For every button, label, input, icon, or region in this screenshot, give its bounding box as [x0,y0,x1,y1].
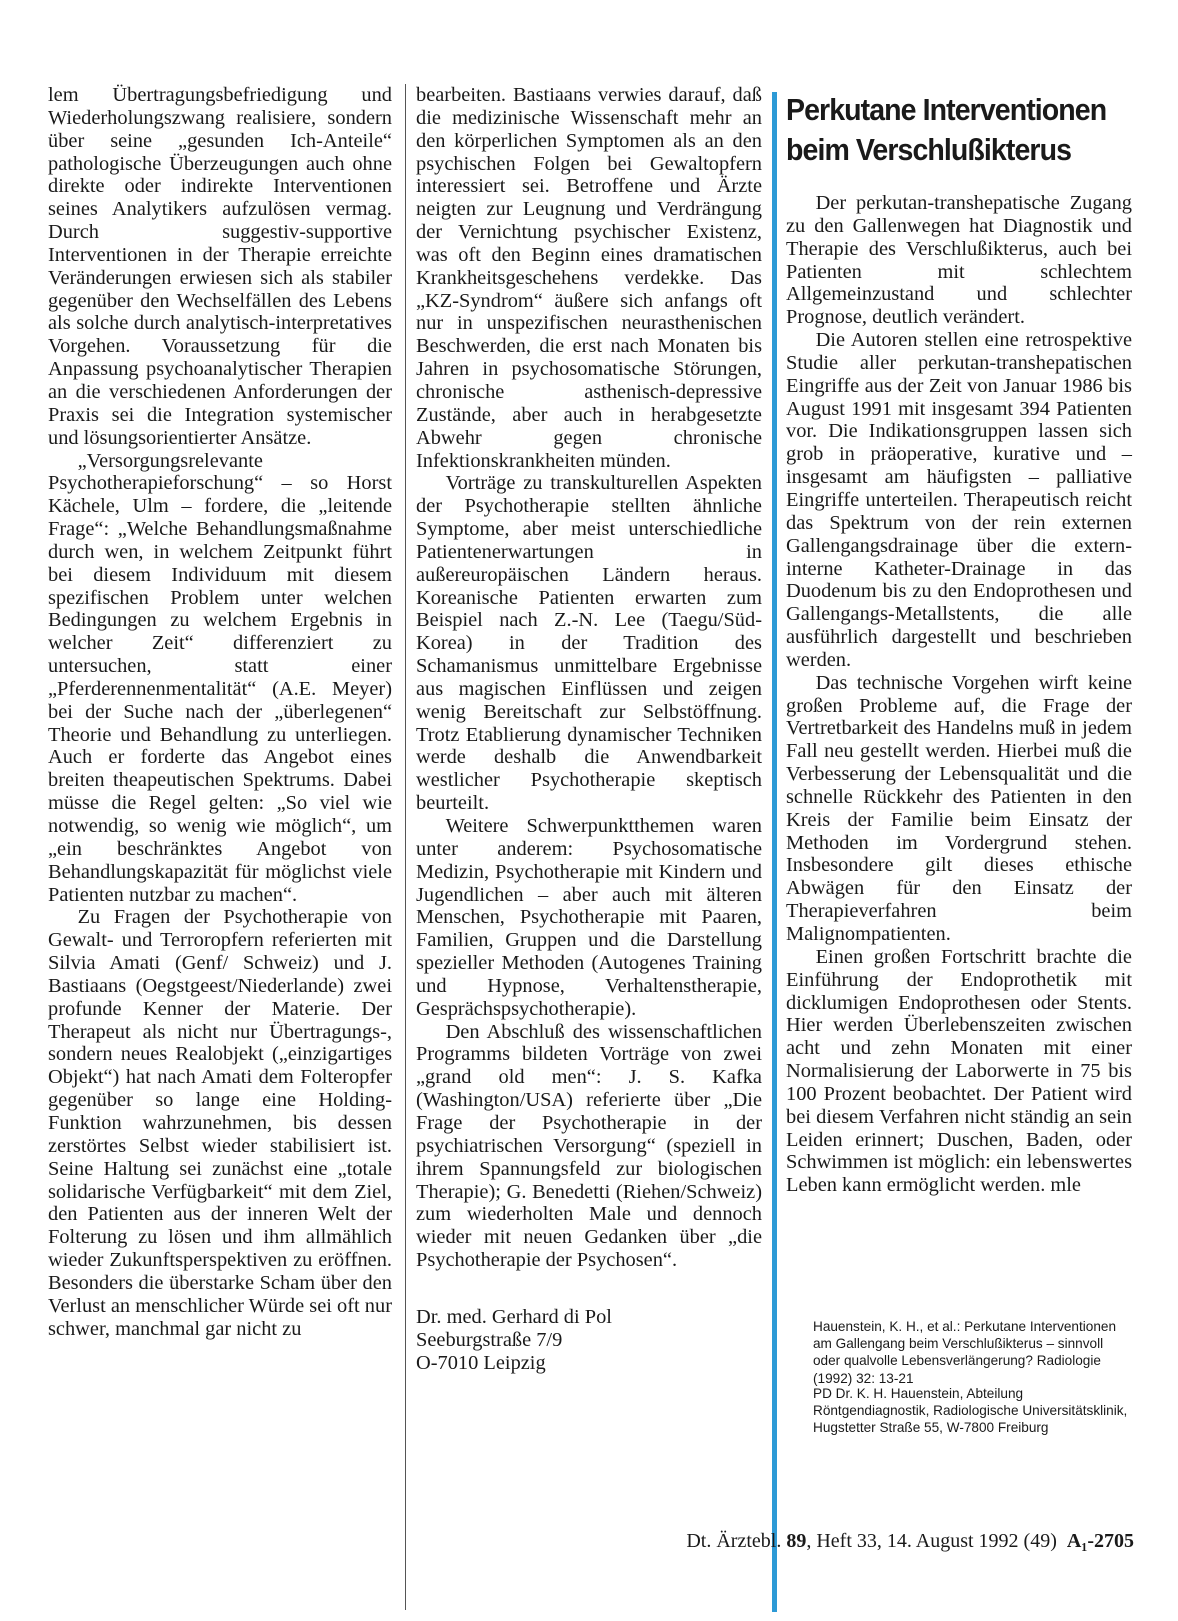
body-paragraph: Der perkutan-transhepatische Zugang zu den Gallenwegen hat Diagnostik und Therapie des Verschlußikterus, auch bei Patienten mit schlechtem Allgemeinzustand und schlechter Prognose, deutlich verändert. [786,192,1132,329]
headline-line: beim Verschlußikterus [786,132,1072,167]
author-affiliation: PD Dr. K. H. Hauenstein, Abteilung Röntgendiagnostik, Radiologische Universitätsklinik, Hugstetter Straße 55, W-7800 Freiburg [813,1386,1128,1436]
column-1 [48,84,392,1340]
author-address [416,1306,762,1375]
body-paragraph: „Versorgungsrelevante Psychotherapieforschung“ – so Horst Kächele, Ulm – fordere, die „leitende Frage“: „Welche Behandlungsmaßnahme durch wen, in welchem Zeitpunkt führt bei diesem Individuum mit diesem spezifischen Problem unter welchen Bedingungen zu welchem Ergebnis in welcher Zeit“ differenziert zu untersuchen, statt einer „Pferderennenmentalität“ (A.E. Meyer) bei der Suche nach der „überlegenen“ Theorie und Behandlung zu unterliegen. Auch er forderte das Angebot eines breiten theapeutischen Spektrums. Dabei müsse die Regel gelten: „So viel wie notwendig, so wenig wie möglich“, um „ein beschränktes Angebot von Behandlungskapazität für möglichst viele Patienten nutzbar zu machen“. [48,449,392,906]
column-3 [786,90,1132,1197]
body-paragraph: Einen großen Fortschritt brachte die Einführung der Endoprothetik mit dicklumigen Endoprothesen oder Stents. Hier werden Überlebenszeiten zwischen acht und zehn Monaten mit einer Normalisierung der Laborwerte in 75 bis 100 Prozent beobachtet. Der Patient wird bei diesem Verfahren nicht ständig an sein Leiden erinnert; Duschen, Baden, oder Schwimmen ist möglich: ein lebenswertes Leben kann ermöglicht werden. mle [786,945,1132,1197]
body-paragraph: Den Abschluß des wissenschaftlichen Programms bildeten Vorträge von zwei „grand old men“: J. S. Kafka (Washington/USA) referierte über „Die Frage der Psychotherapie in der psychiatrischen Versorgung“ (speziell in ihrem Spannungsfeld zur biologischen Therapie); G. Benedetti (Riehen/Schweiz) zum wiederholten Male und dennoch wieder mit neuen Gedanken über „die Psychotherapie der Psychosen“. [416,1020,762,1272]
literature-reference: Hauenstein, K. H., et al.: Perkutane Interventionen am Gallengang beim Verschlußikterus – sinnvoll oder qualvolle Lebensverlängerung? Radiologie (1992) 32: 13-21 [813,1319,1117,1386]
accent-divider [772,92,777,1612]
issue-info: , Heft 33, 14. August 1992 (49) [806,1530,1057,1552]
journal-volume: 89 [786,1530,807,1552]
body-paragraph: Vorträge zu transkulturellen Aspekten der Psychotherapie stellten ähnliche Symptome, aber meist unterschiedliche Patientenerwartungen in außereuropäischen Ländern heraus. Koreanische Patienten erwarten zum Beispiel nach Z.-N. Lee (Taegu/Süd-Korea) in der Tradition des Schamanismus unmittelbare Ergebnisse aus magischen Einflüssen und zeigen wenig Bereitschaft zur Selbstöffnung. Trotz Etablierung dynamischer Techniken werde deshalb die Anwendbarkeit westlicher Psychotherapie skeptisch beurteilt. [416,472,762,815]
body-paragraph: lem Übertragungsbefriedigung und Wiederholungszwang realisiere, sondern über seine „gesunden Ich-Anteile“ pathologische Überzeugungen auch ohne direkte oder indirekte Interventionen seines Analytikers aufzulösen vermag. Durch suggestiv-supportive Interventionen in der Therapie erreichte Veränderungen erwiesen sich als stabiler gegenüber den Wechselfällen des Lebens als solche durch analytisch-interpretatives Vorgehen. Voraussetzung für die Anpassung psychoanalytischer Therapien an die verschiedenen Anforderungen der Praxis sei die Integration systemischer und lösungsorientierter Ansätze. [48,84,392,449]
body-paragraph: bearbeiten. Bastiaans verwies darauf, daß die medizinische Wissenschaft mehr an den körperlichen Symptomen als an den psychischen Folgen bei Gewaltopfern interessiert sei. Betroffene und Ärzte neigten zur Leugnung und Verdrängung der Vernichtung psychischer Existenz, was oft den Beginn eines dramatischen Krankheitsgeschehens verdekke. Das „KZ-Syndrom“ äußere sich anfangs oft nur in unspezifischen neurasthenischen Beschwerden, die erst nach Monaten bis Jahren in psychosomatische Störungen, chronische asthenisch-depressive Zustände, aber auch in herabgesetzte Abwehr gegen chronische Infektionskrankheiten münden. [416,84,762,472]
journal-name: Dt. Ärztebl. [686,1530,782,1552]
column-divider [405,84,406,1610]
author-name: Dr. med. Gerhard di Pol [416,1305,612,1328]
body-paragraph: Die Autoren stellen eine retrospektive Studie aller perkutan-transhepatischen Eingriffe aus der Zeit von Januar 1986 bis August 1991 mit insgesamt 394 Patienten vor. Die Indikationsgruppen lassen sich grob in präoperative, kurative und – insgesamt am häufigsten – palliative Eingriffe unterteilen. Therapeutisch reicht das Spektrum von der rein externen Gallengangsdrainage über die extern-interne Katheter-Drainage in das Duodenum bis zu den Endoprothesen und Gallengangs-Metallstents, die alle ausführlich dargestellt und beschrieben werden. [786,329,1132,671]
author-street: Seeburgstraße 7/9 [416,1328,563,1351]
body-paragraph: Zu Fragen der Psychotherapie von Gewalt- und Terroropfern referierten mit Silvia Amati (Genf/ Schweiz) und J. Bastiaans (Oegstgeest/Niederlande) zwei profunde Kenner der Materie. Der Therapeut als nicht nur Übertragungs-, sondern neues Realobjekt („einzigartiges Objekt“) hat nach Amati dem Folteropfer gegenüber so lange eine Holding-Funktion wahrzunehmen, bis dessen zerstörtes Selbst wieder stabilisiert ist. Seine Haltung sei zunächst eine „totale solidarische Verfügbarkeit“ mit dem Ziel, den Patienten aus der inneren Welt der Folterung zu lösen und ihm allmählich wieder Zukunftsperspektiven zu eröffnen. Besonders die überstarke Scham über den Verlust an menschlicher Würde sei oft nur schwer, manchmal gar nicht zu [48,906,392,1340]
page-number: A₁-2705 [1066,1530,1134,1552]
body-paragraph: Weitere Schwerpunktthemen waren unter anderem: Psychosomatische Medizin, Psychotherapie mit Kindern und Jugendlichen – aber auch mit älteren Menschen, Psychotherapie mit Paaren, Familien, Gruppen und die Darstellung spezieller Methoden (Autogenes Training und Hypnose, Verhaltenstherapie, Gesprächspsychotherapie). [416,815,762,1020]
body-paragraph: Das technische Vorgehen wirft keine großen Probleme auf, die Frage der Vertretbarkeit des Handelns muß in jedem Fall neu gestellt werden. Hierbei muß die Verbesserung der Lebensqualität und die schnelle Rückkehr des Patienten in den Kreis der Familie beim Einsatz der Methoden im Vordergrund stehen. Insbesondere gilt dieses ethische Abwägen für den Einsatz der Therapieverfahren beim Malignompatienten. [786,671,1132,945]
page-footer [686,1530,1134,1553]
article-headline [786,90,1107,170]
column-2 [416,84,762,1374]
author-city: O-7010 Leipzig [416,1351,546,1374]
headline-line: Perkutane Interventionen [786,92,1107,127]
